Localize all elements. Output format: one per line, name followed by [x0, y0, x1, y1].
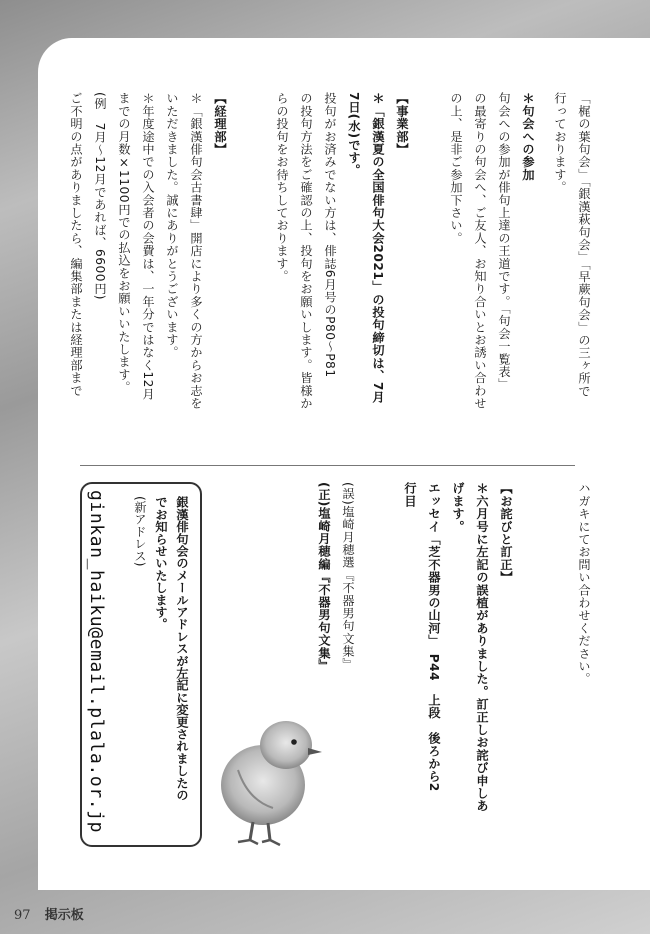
chick-illustration [208, 690, 328, 850]
keiribu-line: ＊「銀漢俳句会古書肆」開店により多くの方からお志を [189, 92, 203, 410]
keiribu-line: (例 7月〜12月であれば、6600円) [93, 92, 107, 300]
owabi-line: 行目 [403, 482, 417, 508]
contact-line: ハガキにてお問い合わせください。 [577, 482, 591, 686]
notice-line: 銀漢俳句会のメールアドレスが左記に変更されましたの [175, 496, 189, 801]
intro-line: 「梶の葉句会」「銀漢萩句会」「早蕨句会」の三ヶ所で [577, 92, 591, 398]
jigyobu-line: らの投句をお待ちしております。 [275, 92, 289, 283]
kukai-line: の最寄りの句会へ、ご友人、お知り合いとお誘い合わせ [473, 92, 487, 410]
keiribu-line: いただきました。誠にありがとうございます。 [165, 92, 179, 359]
contact-column [572, 482, 596, 685]
owabi-line: げます。 [451, 482, 465, 533]
wrong-entry: (誤)塩崎月穂選『不器男句文集』 [341, 482, 355, 671]
owabi-line: ＊六月号に左記の誤植がありました。訂正しお詫び申しあ [475, 482, 489, 813]
horizontal-divider [80, 465, 575, 466]
keiribu-section [64, 92, 232, 410]
keiribu-line: ご不明の点がありましたら、編集部または経理部まで [69, 92, 83, 397]
notice-line: でお知らせいたします。 [154, 496, 168, 631]
jigyobu-heading: 【事業部】 [395, 92, 409, 156]
keiribu-heading: 【経理部】 [213, 92, 227, 156]
owabi-correction [312, 482, 360, 672]
intro-line: 行っております。 [553, 92, 567, 194]
page-number: 97 [14, 908, 31, 923]
kukai-heading: ＊句会への参加 [521, 92, 535, 181]
page-footer [14, 904, 84, 923]
new-address-label: (新アドレス) [133, 496, 147, 567]
owabi-line: エッセイ「芝不器男の山河」 P44 上段 後ろから2 [427, 482, 441, 792]
kukai-line: の上、是非ご参加下さい。 [449, 92, 463, 245]
right-entry: (正)塩崎月穂編『不器男句文集』 [317, 482, 331, 672]
jigyobu-title-2: 7日(水)です。 [347, 92, 361, 177]
jigyobu-line: 投句がお済みでない方は、俳誌6月号のP80〜P81 [323, 92, 337, 378]
owabi-section [398, 482, 518, 812]
intro-column [548, 92, 596, 397]
jigyobu-title: ＊「銀漢夏の全国俳句大会2021」の投句締切は、7月 [371, 92, 385, 404]
keiribu-line: までの月数×1100円での払込をお願いいたします。 [117, 92, 131, 394]
jigyobu-line: の投句方法をご確認の上、投句をお願いします。皆様か [299, 92, 313, 410]
kukai-line: 句会への参加が俳句上達の王道です。「句会一覧表」 [497, 92, 511, 391]
owabi-heading: 【お詫びと訂正】 [499, 482, 513, 584]
jigyobu-section [270, 92, 414, 410]
email-address[interactable]: ginkan_haiku@email.plala.or.jp [86, 490, 107, 834]
notice-text [129, 496, 192, 801]
section-name: 掲示板 [44, 908, 84, 923]
keiribu-line: ＊年度途中での入会者の会費は、一年分ではなく12月 [141, 92, 155, 401]
kukai-section [444, 92, 540, 410]
